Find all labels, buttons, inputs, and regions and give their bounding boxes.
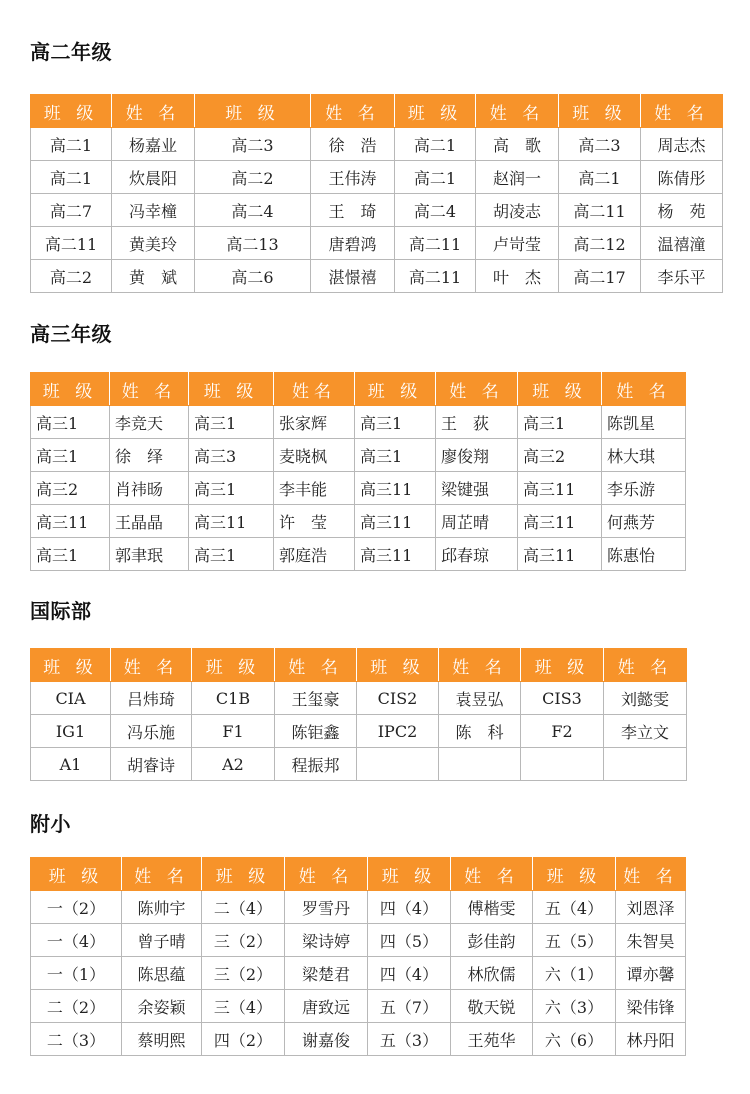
class-cell: 高三1 (189, 406, 274, 439)
name-cell: 李立文 (604, 715, 687, 748)
class-cell: 二（4） (202, 891, 285, 924)
name-cell: 陈思蕴 (122, 957, 202, 990)
class-cell: 三（2） (202, 924, 285, 957)
name-cell: 李竞天 (110, 406, 189, 439)
name-cell: 高 歌 (476, 128, 559, 161)
name-cell: 敬天锐 (451, 990, 533, 1023)
header-cell: 姓 名 (616, 858, 686, 891)
name-cell: 朱智昊 (616, 924, 686, 957)
name-cell: 曾子晴 (122, 924, 202, 957)
table-row (31, 227, 723, 260)
header-row (31, 858, 686, 891)
class-cell: 高三3 (189, 439, 274, 472)
class-cell: 高三11 (31, 505, 110, 538)
name-cell: 王晶晶 (110, 505, 189, 538)
name-cell: 郭聿珉 (110, 538, 189, 571)
class-cell: 一（2） (31, 891, 122, 924)
class-cell: 高三1 (189, 472, 274, 505)
name-cell: 胡睿诗 (111, 748, 192, 781)
class-cell: 一（4） (31, 924, 122, 957)
class-cell: 高二7 (31, 194, 112, 227)
empty-cell (439, 748, 521, 781)
header-cell: 姓 名 (602, 373, 686, 406)
class-cell: 高三1 (31, 406, 110, 439)
header-cell: 班 级 (395, 95, 476, 128)
header-cell: 班 级 (31, 649, 111, 682)
header-cell: 班 级 (202, 858, 285, 891)
class-cell: A1 (31, 748, 111, 781)
name-cell: 唐致远 (285, 990, 368, 1023)
header-cell: 姓 名 (275, 649, 357, 682)
name-cell: 叶 杰 (476, 260, 559, 293)
class-cell: 四（4） (368, 957, 451, 990)
name-cell: 陈 科 (439, 715, 521, 748)
class-cell: 高三1 (189, 538, 274, 571)
name-cell: 袁昱弘 (439, 682, 521, 715)
class-cell: F2 (521, 715, 604, 748)
class-cell: 高三2 (518, 439, 602, 472)
name-cell: 卢岢莹 (476, 227, 559, 260)
name-cell: 陈帅宇 (122, 891, 202, 924)
name-cell: 杨嘉业 (112, 128, 195, 161)
header-cell: 姓 名 (311, 95, 395, 128)
empty-cell (357, 748, 439, 781)
name-cell: 杨 苑 (641, 194, 723, 227)
header-cell: 班 级 (192, 649, 275, 682)
name-cell: 李丰能 (274, 472, 355, 505)
header-cell: 班 级 (559, 95, 641, 128)
name-cell: 周芷晴 (436, 505, 518, 538)
name-cell: 何燕芳 (602, 505, 686, 538)
class-cell: 高二13 (195, 227, 311, 260)
roster-table (30, 857, 686, 1056)
table-row (31, 682, 687, 715)
name-cell: 李乐游 (602, 472, 686, 505)
name-cell: 郭庭浩 (274, 538, 355, 571)
class-cell: C1B (192, 682, 275, 715)
name-cell: 梁键强 (436, 472, 518, 505)
class-cell: 高三11 (355, 472, 436, 505)
header-cell: 班 级 (368, 858, 451, 891)
name-cell: 彭佳韵 (451, 924, 533, 957)
name-cell: 陈惠怡 (602, 538, 686, 571)
class-cell: 高三11 (518, 472, 602, 505)
name-cell: 徐 绎 (110, 439, 189, 472)
header-cell: 姓 名 (285, 858, 368, 891)
name-cell: 刘恩泽 (616, 891, 686, 924)
table-row (31, 128, 723, 161)
class-cell: 高三1 (355, 406, 436, 439)
name-cell: 王 荻 (436, 406, 518, 439)
header-cell: 姓 名 (112, 95, 195, 128)
name-cell: 徐 浩 (311, 128, 395, 161)
name-cell: 谢嘉俊 (285, 1023, 368, 1056)
class-cell: 高二1 (395, 161, 476, 194)
empty-cell (604, 748, 687, 781)
class-cell: 六（6） (533, 1023, 616, 1056)
name-cell: 邱春琼 (436, 538, 518, 571)
class-cell: 高三11 (518, 505, 602, 538)
class-cell: 四（4） (368, 891, 451, 924)
name-cell: 王玺豪 (275, 682, 357, 715)
class-cell: 一（1） (31, 957, 122, 990)
class-cell: F1 (192, 715, 275, 748)
class-cell: 高三11 (518, 538, 602, 571)
section-primary-school (30, 808, 678, 1050)
name-cell: 余姿颖 (122, 990, 202, 1023)
header-cell: 姓 名 (110, 373, 189, 406)
header-cell: 班 级 (533, 858, 616, 891)
class-cell: 高三1 (518, 406, 602, 439)
header-cell: 姓 名 (476, 95, 559, 128)
table-row (31, 439, 686, 472)
header-row (31, 373, 686, 406)
class-cell: 高三1 (31, 538, 110, 571)
class-cell: 高二1 (31, 128, 112, 161)
name-cell: 李乐平 (641, 260, 723, 293)
class-cell: 高二11 (395, 260, 476, 293)
table-row (31, 194, 723, 227)
name-cell: 冯幸橦 (112, 194, 195, 227)
name-cell: 炊晨阳 (112, 161, 195, 194)
header-cell: 姓 名 (122, 858, 202, 891)
class-cell: 六（3） (533, 990, 616, 1023)
class-cell: CIA (31, 682, 111, 715)
header-cell: 姓 名 (604, 649, 687, 682)
name-cell: 陈钜鑫 (275, 715, 357, 748)
table-row (31, 715, 687, 748)
class-cell: 二（3） (31, 1023, 122, 1056)
class-cell: 五（7） (368, 990, 451, 1023)
name-cell: 吕炜琦 (111, 682, 192, 715)
header-cell: 姓 名 (451, 858, 533, 891)
class-cell: 三（2） (202, 957, 285, 990)
header-cell: 姓 名 (436, 373, 518, 406)
table-row (31, 406, 686, 439)
name-cell: 冯乐施 (111, 715, 192, 748)
table-row (31, 538, 686, 571)
class-cell: 高二11 (559, 194, 641, 227)
table-row (31, 748, 687, 781)
empty-cell (521, 748, 604, 781)
class-cell: 高三11 (189, 505, 274, 538)
section-title: 国际部 (30, 599, 92, 623)
table-row (31, 161, 723, 194)
name-cell: 黄美玲 (112, 227, 195, 260)
name-cell: 唐碧鸿 (311, 227, 395, 260)
header-row (31, 95, 723, 128)
class-cell: 高二6 (195, 260, 311, 293)
name-cell: 林大琪 (602, 439, 686, 472)
class-cell: CIS2 (357, 682, 439, 715)
name-cell: 肖祎旸 (110, 472, 189, 505)
name-cell: 罗雪丹 (285, 891, 368, 924)
name-cell: 梁诗婷 (285, 924, 368, 957)
header-cell: 班 级 (189, 373, 274, 406)
class-cell: 三（4） (202, 990, 285, 1023)
header-cell: 班 级 (357, 649, 439, 682)
header-cell: 班 级 (195, 95, 311, 128)
class-cell: 六（1） (533, 957, 616, 990)
header-cell: 姓 名 (439, 649, 521, 682)
class-cell: 高三1 (355, 439, 436, 472)
class-cell: 高二11 (395, 227, 476, 260)
name-cell: 王 琦 (311, 194, 395, 227)
header-cell: 姓 名 (641, 95, 723, 128)
class-cell: 四（2） (202, 1023, 285, 1056)
table-row (31, 1023, 686, 1056)
roster-table (30, 648, 687, 781)
name-cell: 蔡明熙 (122, 1023, 202, 1056)
header-cell: 班 级 (518, 373, 602, 406)
class-cell: IPC2 (357, 715, 439, 748)
class-cell: 高二1 (559, 161, 641, 194)
class-cell: CIS3 (521, 682, 604, 715)
class-cell: 高二3 (559, 128, 641, 161)
table-row (31, 260, 723, 293)
table-row (31, 472, 686, 505)
section-grade-3 (30, 318, 671, 565)
roster-table (30, 372, 686, 571)
name-cell: 林欣儒 (451, 957, 533, 990)
class-cell: 高三11 (355, 538, 436, 571)
class-cell: 高二1 (31, 161, 112, 194)
class-cell: 高二2 (195, 161, 311, 194)
class-cell: 高三2 (31, 472, 110, 505)
header-cell: 班 级 (521, 649, 604, 682)
class-cell: 高二2 (31, 260, 112, 293)
class-cell: 四（5） (368, 924, 451, 957)
table-row (31, 505, 686, 538)
name-cell: 刘懿雯 (604, 682, 687, 715)
name-cell: 陈倩彤 (641, 161, 723, 194)
class-cell: 高二4 (395, 194, 476, 227)
class-cell: 高二3 (195, 128, 311, 161)
name-cell: 廖俊翔 (436, 439, 518, 472)
class-cell: 高二1 (395, 128, 476, 161)
class-cell: 高三1 (31, 439, 110, 472)
class-cell: 二（2） (31, 990, 122, 1023)
name-cell: 黄 斌 (112, 260, 195, 293)
table-row (31, 891, 686, 924)
section-grade-2 (30, 36, 709, 287)
roster-table (30, 94, 723, 293)
name-cell: 许 莹 (274, 505, 355, 538)
header-cell: 班 级 (31, 373, 110, 406)
table-row (31, 924, 686, 957)
name-cell: 陈凯星 (602, 406, 686, 439)
section-title: 高三年级 (30, 322, 112, 346)
class-cell: 五（5） (533, 924, 616, 957)
header-cell: 姓名 (274, 373, 355, 406)
class-cell: A2 (192, 748, 275, 781)
section-title: 附小 (30, 812, 71, 836)
name-cell: 湛憬禧 (311, 260, 395, 293)
header-cell: 班 级 (31, 95, 112, 128)
class-cell: 高二17 (559, 260, 641, 293)
name-cell: 张家辉 (274, 406, 355, 439)
header-cell: 班 级 (355, 373, 436, 406)
section-title: 高二年级 (30, 40, 112, 64)
name-cell: 王伟涛 (311, 161, 395, 194)
name-cell: 周志杰 (641, 128, 723, 161)
table-row (31, 990, 686, 1023)
class-cell: 高二11 (31, 227, 112, 260)
name-cell: 胡凌志 (476, 194, 559, 227)
name-cell: 程振邦 (275, 748, 357, 781)
class-cell: IG1 (31, 715, 111, 748)
class-cell: 五（3） (368, 1023, 451, 1056)
name-cell: 麦晓枫 (274, 439, 355, 472)
header-cell: 班 级 (31, 858, 122, 891)
class-cell: 高三11 (355, 505, 436, 538)
name-cell: 温禧潼 (641, 227, 723, 260)
class-cell: 五（4） (533, 891, 616, 924)
class-cell: 高二12 (559, 227, 641, 260)
name-cell: 谭亦馨 (616, 957, 686, 990)
name-cell: 王苑华 (451, 1023, 533, 1056)
name-cell: 傅楷雯 (451, 891, 533, 924)
header-row (31, 649, 687, 682)
name-cell: 梁伟锋 (616, 990, 686, 1023)
section-international (30, 595, 673, 775)
name-cell: 赵润一 (476, 161, 559, 194)
name-cell: 梁楚君 (285, 957, 368, 990)
table-row (31, 957, 686, 990)
class-cell: 高二4 (195, 194, 311, 227)
header-cell: 姓 名 (111, 649, 192, 682)
name-cell: 林丹阳 (616, 1023, 686, 1056)
